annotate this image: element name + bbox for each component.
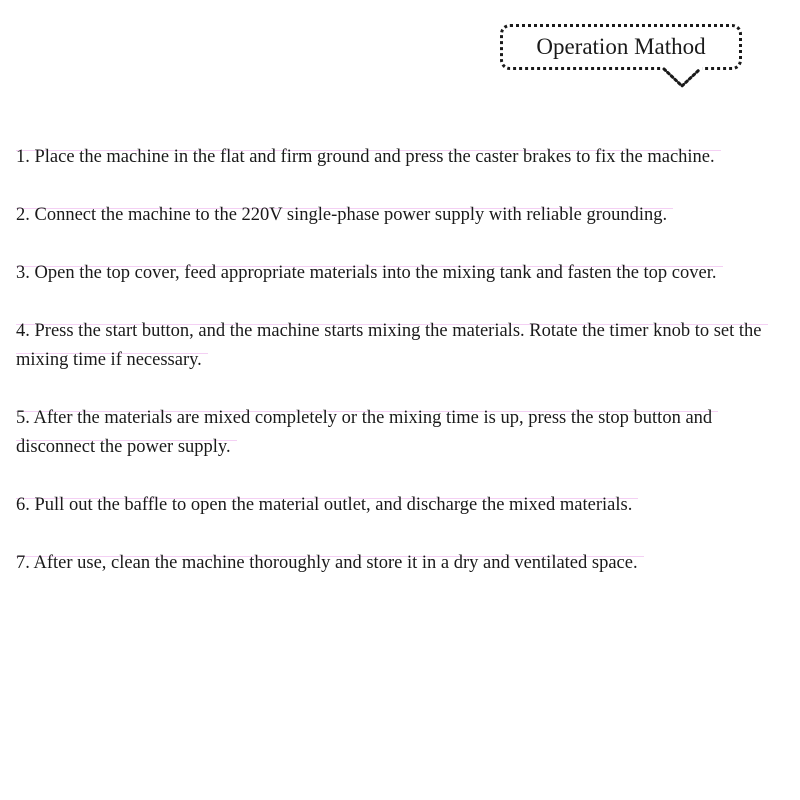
step-text: 1. Place the machine in the flat and firm ground and press the caster brakes to fix the machine. <box>16 147 721 167</box>
step-text: 2. Connect the machine to the 220V single-phase power supply with reliable grounding. <box>16 205 673 225</box>
step-item <box>16 201 786 230</box>
bubble-tail <box>662 66 702 90</box>
steps-list <box>16 143 786 607</box>
step-text: 3. Open the top cover, feed appropriate materials into the mixing tank and fasten the top cover. <box>16 263 723 283</box>
step-text: 7. After use, clean the machine thoroughly and store it in a dry and ventilated space. <box>16 553 644 573</box>
step-item <box>16 259 786 288</box>
step-item <box>16 317 786 375</box>
step-text: 4. Press the start button, and the machine starts mixing the materials. Rotate the timer knob to set the mixing time if necessary. <box>16 321 768 370</box>
step-text: 6. Pull out the baffle to open the material outlet, and discharge the mixed materials. <box>16 495 638 515</box>
step-item <box>16 491 786 520</box>
step-item <box>16 549 786 578</box>
page-title: Operation Mathod <box>536 34 706 59</box>
step-item <box>16 143 786 172</box>
title-bubble <box>500 24 742 70</box>
step-text: 5. After the materials are mixed completely or the mixing time is up, press the stop button and disconnect the power supply. <box>16 408 718 457</box>
step-item <box>16 404 786 462</box>
